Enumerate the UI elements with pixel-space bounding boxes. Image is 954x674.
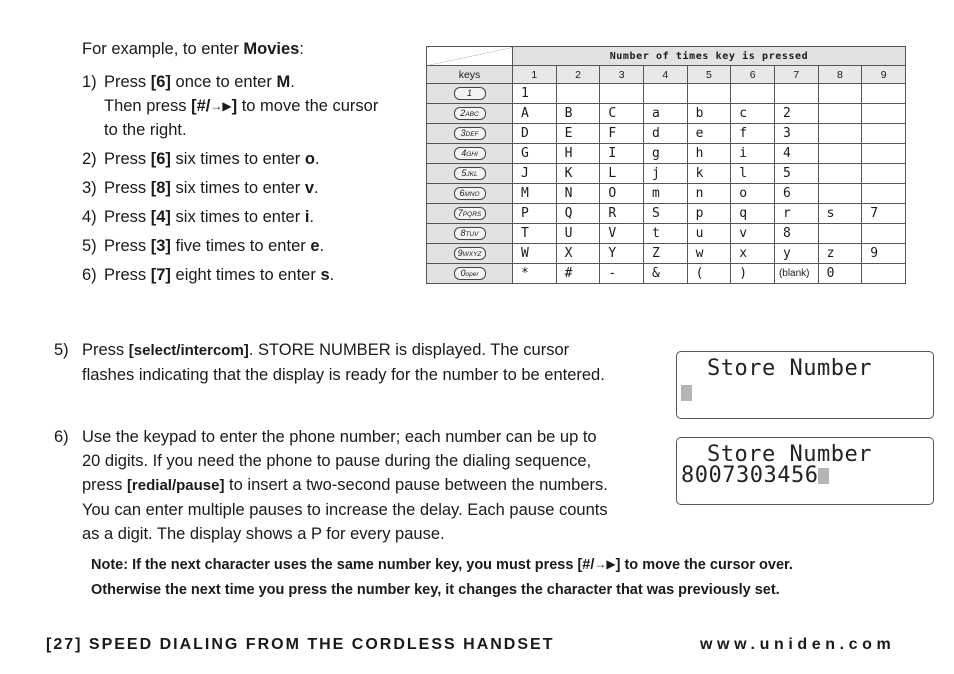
table-row: [427, 144, 906, 164]
hash-right-key: [191, 94, 237, 118]
character-cell: [862, 164, 906, 184]
key-label: [8]: [150, 179, 171, 197]
character-cell: *: [513, 264, 557, 284]
character-cell: G: [513, 144, 557, 164]
step-number: 6): [54, 428, 69, 446]
character-cell: D: [513, 124, 557, 144]
character-cell: R: [600, 204, 644, 224]
column-number: 7: [774, 66, 818, 84]
key-label: [6]: [150, 150, 171, 168]
character-cell: [774, 84, 818, 104]
intro-prefix: For example, to enter: [82, 40, 244, 58]
keypad-key-icon: [454, 147, 486, 160]
key-letters: DEF: [465, 131, 479, 138]
character-cell: Y: [600, 244, 644, 264]
example-step-2: [82, 147, 320, 171]
lcd-display-empty: [676, 351, 934, 419]
note-line-1: [91, 557, 793, 573]
lcd-line-1: Store Number: [707, 442, 872, 467]
character-cell: a: [643, 104, 687, 124]
character-cell: -: [600, 264, 644, 284]
character-key-table: [426, 46, 906, 284]
character-cell: [818, 144, 862, 164]
character-cell: [862, 264, 906, 284]
character-cell: [687, 84, 731, 104]
website-url[interactable]: www.uniden.com: [700, 636, 896, 653]
keypad-key-icon: [454, 187, 486, 200]
table-corner: [427, 47, 513, 66]
step-text: Press: [82, 341, 129, 359]
table-row: [427, 104, 906, 124]
intro-word: Movies: [243, 40, 300, 58]
character-cell: g: [643, 144, 687, 164]
lcd-line-2: [681, 380, 692, 405]
character-cell: p: [687, 204, 731, 224]
key-letters: oper: [465, 271, 479, 278]
character-cell: l: [731, 164, 775, 184]
key-cell: [427, 164, 513, 184]
table-row: [427, 264, 906, 284]
right-arrow-icon: →▶: [594, 557, 616, 571]
character-cell: z: [818, 244, 862, 264]
table-header: Number of times key is pressed: [513, 47, 906, 66]
key-number: 9: [457, 248, 463, 258]
character-cell: m: [643, 184, 687, 204]
key-label: [#/: [191, 97, 211, 115]
character-cell: L: [600, 164, 644, 184]
key-cell: [427, 104, 513, 124]
lcd-cursor: [818, 468, 829, 484]
keypad-key-icon: [454, 107, 486, 120]
character-cell: [862, 184, 906, 204]
step-text: to insert a two-second pause between the numbers.: [224, 476, 608, 494]
lcd-display-number: [676, 437, 934, 505]
target-char: o: [304, 150, 315, 168]
note-text: to move the cursor over.: [620, 557, 793, 573]
key-cell: [427, 184, 513, 204]
step-text: 20 digits. If you need the phone to pause during the dialing sequence,: [82, 452, 592, 470]
key-letters: WXYZ: [462, 251, 482, 258]
step-number: 3): [82, 179, 97, 197]
key-label: [6]: [150, 73, 171, 91]
character-cell: [818, 104, 862, 124]
character-cell: &: [643, 264, 687, 284]
table-row: [427, 184, 906, 204]
character-cell: j: [643, 164, 687, 184]
step-text: Press: [104, 179, 151, 197]
note-line-2: Otherwise the next time you press the number key, it changes the character that was previously set.: [91, 582, 780, 598]
key-number: 4: [461, 148, 467, 158]
page-footer-title: [27] SPEED DIALING FROM THE CORDLESS HANDSET: [46, 636, 555, 653]
character-cell: [731, 84, 775, 104]
table-row: [427, 204, 906, 224]
key-letters: JKL: [466, 171, 478, 178]
character-cell: u: [687, 224, 731, 244]
character-cell: x: [731, 244, 775, 264]
step-text: six times to enter: [170, 179, 305, 197]
column-number: 3: [600, 66, 644, 84]
character-cell: W: [513, 244, 557, 264]
table-row: [427, 224, 906, 244]
character-cell: o: [731, 184, 775, 204]
step-text: Press: [104, 266, 151, 284]
character-cell: [600, 84, 644, 104]
step-text: Then press: [104, 97, 192, 115]
character-cell: F: [600, 124, 644, 144]
character-cell: [818, 84, 862, 104]
column-number: 4: [643, 66, 687, 84]
hash-right-key: [577, 557, 620, 573]
step-text: .: [329, 266, 335, 284]
step-text: to move the cursor: [237, 97, 379, 115]
key-label: ]: [231, 97, 238, 115]
target-char: M: [276, 73, 291, 91]
character-cell: 9: [862, 244, 906, 264]
key-number: 2: [460, 108, 466, 118]
example-step-3: [82, 176, 319, 200]
character-cell: f: [731, 124, 775, 144]
character-cell: 7: [862, 204, 906, 224]
character-cell: n: [687, 184, 731, 204]
keypad-key-icon: [454, 227, 486, 240]
table-row: [427, 164, 906, 184]
character-cell: B: [556, 104, 600, 124]
step-text: .: [290, 73, 295, 91]
character-cell: c: [731, 104, 775, 124]
keypad-key-icon: [454, 127, 486, 140]
step-text: Use the keypad to enter the phone number; each number can be up to: [82, 428, 597, 446]
example-step-5: [82, 234, 324, 258]
character-cell: [818, 164, 862, 184]
step-text: as a digit. The display shows a P for every pause.: [82, 525, 445, 543]
right-arrow-icon: →▶: [210, 99, 232, 113]
character-cell: [862, 224, 906, 244]
step-text: Press: [104, 237, 151, 255]
example-step-1: [82, 70, 378, 142]
keys-column-header: keys: [427, 66, 513, 84]
keypad-key-icon: [454, 87, 486, 100]
select-intercom-key: [select/intercom]: [128, 342, 249, 359]
character-cell: 0: [818, 264, 862, 284]
step-number: 5): [82, 237, 97, 255]
character-cell: s: [818, 204, 862, 224]
example-step-6: [82, 263, 334, 287]
character-cell: Z: [643, 244, 687, 264]
key-cell: [427, 264, 513, 284]
keypad-key-icon: [454, 267, 486, 280]
character-cell: U: [556, 224, 600, 244]
step-text: .: [319, 237, 325, 255]
step-text: eight times to enter: [170, 266, 321, 284]
character-cell: K: [556, 164, 600, 184]
step-text: once to enter: [170, 73, 277, 91]
character-cell: N: [556, 184, 600, 204]
character-cell: H: [556, 144, 600, 164]
character-cell: [818, 184, 862, 204]
lcd-cursor: [681, 385, 692, 401]
step-number: 6): [82, 266, 97, 284]
step-number: 4): [82, 208, 97, 226]
character-cell: #: [556, 264, 600, 284]
character-cell: t: [643, 224, 687, 244]
character-cell: d: [643, 124, 687, 144]
note-text: Note: If the next character uses the same number key, you must press: [91, 557, 578, 573]
step-text: five times to enter: [170, 237, 311, 255]
step-text: six times to enter: [170, 150, 305, 168]
step-text: press: [82, 476, 127, 494]
character-cell: I: [600, 144, 644, 164]
step-5-body: [82, 338, 605, 387]
character-cell: 2: [774, 104, 818, 124]
key-letters: ABC: [465, 111, 479, 118]
character-cell: [556, 84, 600, 104]
character-cell: e: [687, 124, 731, 144]
character-cell: M: [513, 184, 557, 204]
character-cell: [643, 84, 687, 104]
character-cell: ): [731, 264, 775, 284]
character-cell: i: [731, 144, 775, 164]
character-cell: Q: [556, 204, 600, 224]
character-cell: q: [731, 204, 775, 224]
lcd-line-2: [681, 463, 829, 488]
character-cell: (: [687, 264, 731, 284]
character-cell: [862, 84, 906, 104]
step-text: .: [314, 150, 320, 168]
character-cell: X: [556, 244, 600, 264]
lcd-line-1: Store Number: [707, 356, 872, 381]
character-cell: (blank): [774, 264, 818, 284]
keypad-key-icon: [454, 207, 486, 220]
key-number: 0: [460, 268, 466, 278]
step-text: Press: [104, 73, 151, 91]
table-row: [427, 84, 906, 104]
keypad-key-icon: [454, 167, 486, 180]
key-letters: GHI: [466, 151, 478, 158]
key-letters: TUV: [465, 231, 479, 238]
character-cell: V: [600, 224, 644, 244]
table-row: [427, 244, 906, 264]
character-cell: 3: [774, 124, 818, 144]
key-label: [4]: [150, 208, 171, 226]
key-number: 5: [461, 168, 467, 178]
key-number: 3: [460, 128, 466, 138]
character-cell: 6: [774, 184, 818, 204]
target-char: s: [320, 266, 330, 284]
step-1-continuation-2: to the right.: [104, 121, 187, 139]
column-number-row: [427, 66, 906, 84]
character-cell: y: [774, 244, 818, 264]
key-label: [7]: [150, 266, 171, 284]
character-cell: [862, 104, 906, 124]
step-6-body: [82, 425, 608, 546]
lcd-number: 8007303456: [681, 463, 819, 488]
character-cell: E: [556, 124, 600, 144]
step-text: Press: [104, 150, 151, 168]
key-number: 6: [459, 188, 465, 198]
character-cell: P: [513, 204, 557, 224]
character-cell: w: [687, 244, 731, 264]
character-cell: b: [687, 104, 731, 124]
target-char: i: [304, 208, 310, 226]
key-label: [#/: [577, 557, 595, 573]
column-number: 5: [687, 66, 731, 84]
character-cell: 4: [774, 144, 818, 164]
intro-line: [82, 40, 304, 59]
step-1-continuation: [82, 94, 378, 118]
step-text: You can enter multiple pauses to increase the delay. Each pause counts: [82, 501, 608, 519]
key-cell: [427, 224, 513, 244]
character-cell: J: [513, 164, 557, 184]
target-char: e: [310, 237, 320, 255]
column-number: 2: [556, 66, 600, 84]
step-text: Press: [104, 208, 151, 226]
column-number: 6: [731, 66, 775, 84]
table-row: [427, 124, 906, 144]
step-text: .: [314, 179, 319, 197]
key-number: 1: [466, 88, 472, 98]
key-number: 8: [460, 228, 466, 238]
intro-suffix: :: [299, 40, 304, 58]
step-text: flashes indicating that the display is ready for the number to be entered.: [82, 366, 605, 384]
column-number: 1: [513, 66, 557, 84]
step-text: six times to enter: [170, 208, 305, 226]
example-step-4: [82, 205, 314, 229]
key-cell: [427, 244, 513, 264]
character-cell: k: [687, 164, 731, 184]
character-cell: r: [774, 204, 818, 224]
key-cell: [427, 124, 513, 144]
character-cell: h: [687, 144, 731, 164]
character-cell: S: [643, 204, 687, 224]
key-number: 7: [457, 208, 463, 218]
column-number: 8: [818, 66, 862, 84]
character-cell: O: [600, 184, 644, 204]
step-text: .: [309, 208, 315, 226]
character-cell: [818, 124, 862, 144]
keypad-key-icon: [454, 247, 486, 260]
column-number: 9: [862, 66, 906, 84]
key-cell: [427, 144, 513, 164]
character-cell: [862, 124, 906, 144]
key-cell: [427, 204, 513, 224]
step-number: 2): [82, 150, 97, 168]
character-cell: [862, 144, 906, 164]
character-cell: T: [513, 224, 557, 244]
step-text: . STORE NUMBER is displayed. The cursor: [248, 341, 570, 359]
step-number: 1): [82, 73, 97, 91]
character-cell: A: [513, 104, 557, 124]
key-letters: MNO: [464, 191, 480, 198]
key-label: [3]: [150, 237, 171, 255]
character-cell: 5: [774, 164, 818, 184]
key-label: ]: [615, 557, 621, 573]
character-cell: 1: [513, 84, 557, 104]
character-cell: v: [731, 224, 775, 244]
character-cell: C: [600, 104, 644, 124]
character-cell: 8: [774, 224, 818, 244]
step-number: 5): [54, 341, 69, 359]
key-cell: [427, 84, 513, 104]
redial-pause-key: [redial/pause]: [126, 477, 225, 494]
target-char: v: [304, 179, 315, 197]
key-letters: PQRS: [462, 211, 482, 218]
character-cell: [818, 224, 862, 244]
